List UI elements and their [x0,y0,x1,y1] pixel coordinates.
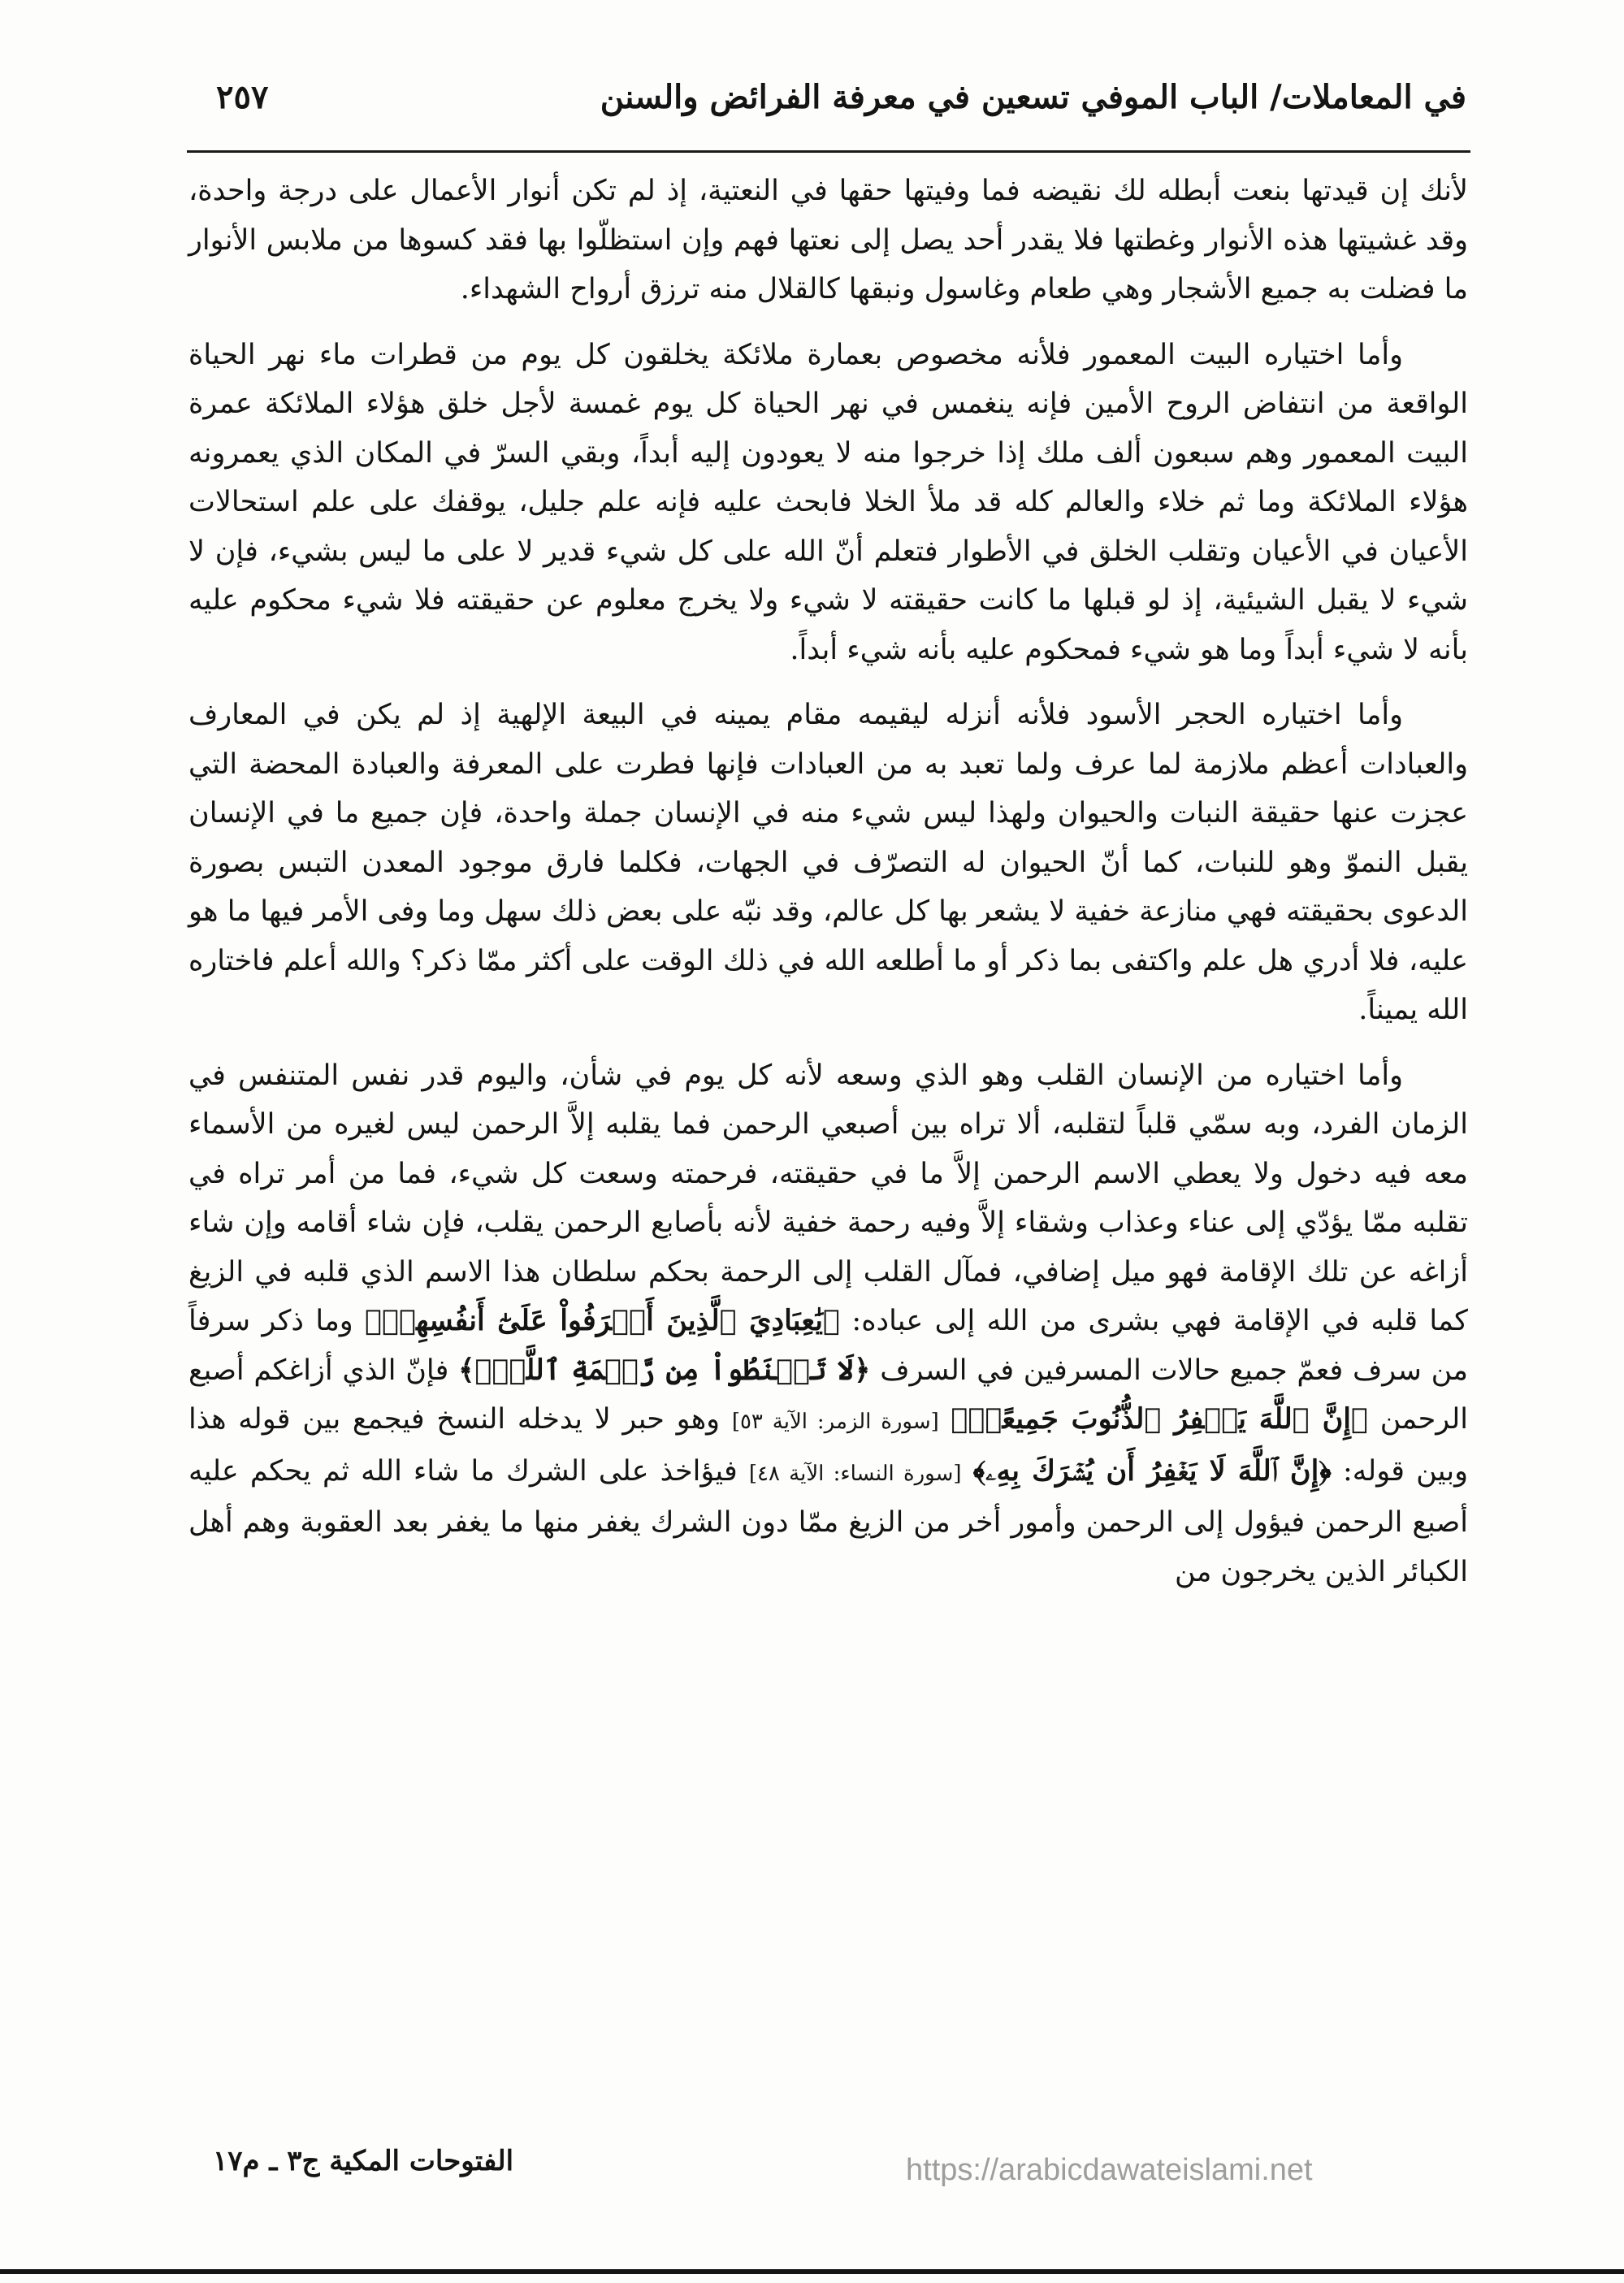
paragraph-text: فإنّ الذي أزاغكم أصبع الرحمن [188,1354,1468,1436]
paragraph: وأما اختياره الحجر الأسود فلأنه أنزله ليقيمه مقام يمينه في البيعة الإلهية إذ لم يكن في المعارف والعبادات أعظم ملازمة لما عرف ولما تعبد به من العبادات فإنها فطرت على المعرفة والعبادة المحضة التي عجزت عنها حقيقة النبات والحيوان ولهذا ليس شيء منه في الإنسان جملة واحدة، فإن جميع ما في الإنسان يقبل النموّ وهو للنبات، كما أنّ الحيوان له التصرّف في الجهات، فكلما فارق موجود المعدن التبس بصورة الدعوى بحقيقته فهي منازعة خفية لا يشعر بها كل عالم، وقد نبّه على بعض ذلك سهل وما وفى الأمر فيها ما هو عليه، فلا أدري هل علم واكتفى بما ذكر أو ما أطلعه الله في ذلك الوقت على أكثر ممّا ذكر؟ والله أعلم فاختاره الله يميناً. [188,699,1468,1026]
quran-verse: ﴿يَٰعِبَادِيَ ٱلَّذِينَ أَسۡرَفُواْ عَلَىٰٓ أَنفُسِهِمۡ﴾ [365,1304,840,1337]
verse-reference: [سورة النساء: الآية ٤٨] [748,1461,962,1486]
running-header [187,75,1466,140]
paragraph-text: فيؤاخذ على الشرك ما شاء الله ثم يحكم عليه أصبع الرحمن فيؤول إلى الرحمن وأمور أخر من الزيغ ممّا دون الشرك يغفر منها ما يغفر بعد العقوبة وهم أهل الكبائر الذين يخرجون من [188,1454,1468,1588]
watermark-url: https://arabicdawateislami.net [906,2153,1313,2187]
paragraph: وأما اختياره البيت المعمور فلأنه مخصوص بعمارة ملائكة يخلقون كل يوم من قطرات ماء نهر الحياة الواقعة من انتفاض الروح الأمين فإنه ينغمس في نهر الحياة كل يوم غمسة لأجل خلق هؤلاء الملائكة عمرة البيت المعمور وهم سبعون ألف ملك إذا خرجوا منه لا يعودون إليه أبداً، وبقي السرّ في المكان الذي يعمرونه هؤلاء الملائكة وما ثم خلاء والعالم كله قد ملأ الخلا فابحث عليه فإنه علم جليل، يوقفك على علم استحالات الأعيان في الأعيان وتقلب الخلق في الأطوار فتعلم أنّ الله على كل شيء قدير لا على ما ليس بشيء، فإن لا شيء لا يقبل الشيئية، إذ لو قبلها ما كانت حقيقته لا شيء ولا يخرج معلوم عن حقيقته فلا شيء محكوم عليه بأنه لا شيء أبداً وما هو شيء فمحكوم عليه بأنه شيء أبداً. [188,338,1468,666]
paragraph: لأنك إن قيدتها بنعت أبطله لك نقيضه فما وفيتها حقها في النعتية، إذ لم تكن أنوار الأعمال على درجة واحدة، وقد غشيتها هذه الأنوار وغطتها فلا يقدر أحد يصل إلى نعتها فهم وإن استظلّوا بها فقد كسوها من ملابس الأنوار ما فضلت به جميع الأشجار وهي طعام وغاسول ونبقها كالقلال منه ترزق أرواح الشهداء. [188,175,1468,305]
page-number: ٢٥٧ [216,78,269,116]
quran-verse: ﴿لَا تَقۡنَطُواْ مِن رَّحۡمَةِ ٱللَّهِۚ﴾ [458,1353,871,1387]
body-text [188,167,1468,1596]
bottom-border [0,2269,1624,2274]
verse-reference: [سورة الزمر: الآية ٥٣] [731,1410,939,1434]
paragraph [188,1051,1468,1597]
signature-mark: الفتوحات المكية ج٣ ـ م١٧ [213,2145,514,2177]
paragraph-text: وهو حبر لا يدخله النسخ فيجمع بين قوله هذا وبين قوله: [188,1403,1468,1488]
running-title: في المعاملات/ الباب الموفي تسعين في معرفة الفرائض والسنن [600,78,1466,116]
quran-verse: ﴿إِنَّ ٱللَّهَ يَغۡفِرُ ٱلذُّنُوبَ جَمِيعًاۚ﴾ [951,1402,1369,1436]
paragraph-text: وأما اختياره من الإنسان القلب وهو الذي وسعه لأنه كل يوم في شأن، واليوم قدر نفس المتنفس في الزمان الفرد، وبه سمّي قلباً لتقلبه، ألا تراه بين أصبعي الرحمن فما يقلبه إلاَّ الرحمن ليس لغيره من الأسماء معه فيه دخول ولا يعطي الاسم الرحمن إلاَّ ما في حقيقته، فرحمته وسعت كل شيء، فما من أمر تراه في تقلبه ممّا يؤدّي إلى عناء وعذاب وشقاء إلاَّ وفيه رحمة خفية لأنه بأصابع الرحمن يقلب، فإن شاء أقامه وإن شاء أزاغه عن تلك الإقامة فهو ميل إضافي، فمآل القلب إلى الرحمة بحكم سلطان هذا الاسم الذي قلبه في الزيغ كما قلبه في الإقامة فهي بشرى من الله إلى عباده: [188,1059,1468,1337]
header-divider [187,150,1470,153]
quran-verse: ﴿إِنَّ ٱللَّهَ لَا يَغۡفِرُ أَن يُشۡرَكَ بِهِۦ﴾ [972,1453,1332,1488]
paragraph-text: وما ذكر سرفاً من سرف فعمّ جميع حالات المسرفين في السرف [188,1305,1468,1387]
